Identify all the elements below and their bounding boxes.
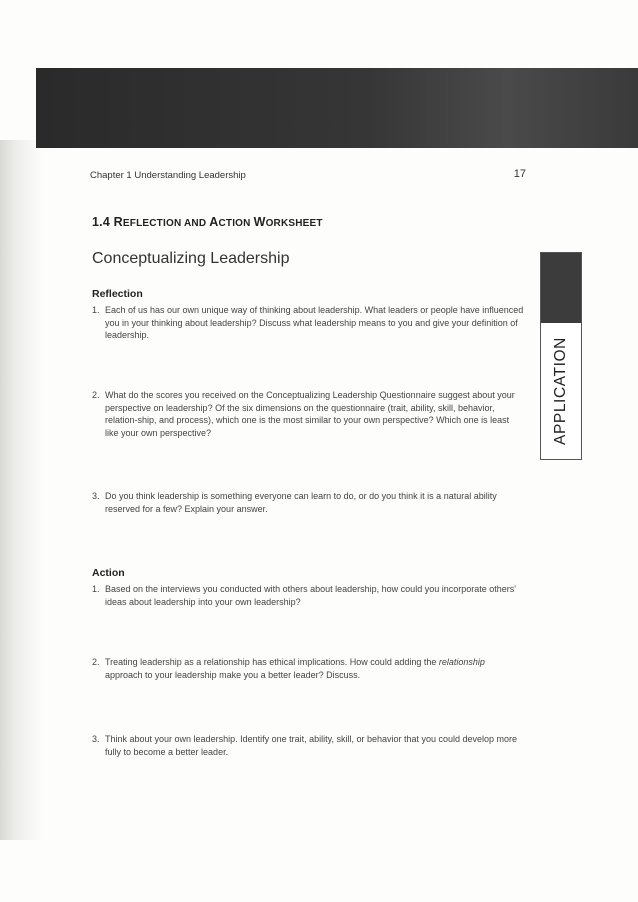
- question-number: 2.: [92, 657, 100, 667]
- question-text: What do the scores you received on the Conceptualizing Leadership Questionnaire suggest about your perspective on leadership? Of the six dimensions on the questionnaire (trait, ability, skill, behavior, relation-ship, and process), which one is the most similar to your own perspective? Which one is least like your own perspective?: [105, 390, 515, 438]
- worksheet-title: [92, 215, 323, 229]
- side-tab-dark-block: [541, 253, 581, 323]
- action-heading: Action: [92, 567, 125, 579]
- application-side-tab: [540, 252, 582, 460]
- side-tab-label: APPLICATION: [552, 337, 569, 445]
- question-text-after: approach to your leadership make you a better leader? Discuss.: [105, 669, 361, 680]
- question-text: Do you think leadership is something everyone can learn to do, or do you think it is a natural ability reserved for a few? Explain your answer.: [105, 491, 497, 514]
- worksheet-title-ction: CTION: [218, 218, 254, 229]
- question-text: Based on the interviews you conducted with others about leadership, how could you incorporate others' ideas about leadership into your own leadership?: [105, 584, 516, 607]
- worksheet-number: 1.4: [92, 215, 110, 229]
- scan-edge-shadow: [0, 140, 42, 840]
- worksheet-title-eflection: EFLECTION AND: [122, 218, 210, 229]
- question-text: [105, 656, 524, 681]
- question-number: 2.: [92, 390, 100, 400]
- section-title: Conceptualizing Leadership: [92, 250, 290, 267]
- reflection-question-1: [92, 304, 524, 342]
- question-text: Think about your own leadership. Identify one trait, ability, skill, or behavior that you could develop more fully to become a better leader.: [105, 734, 518, 757]
- action-question-1: [92, 583, 524, 608]
- question-text-emphasis: relationship: [438, 657, 485, 667]
- question-text-before: Treating leadership as a relationship has ethical implications. How could adding the: [105, 657, 439, 667]
- question-text: Each of us has our own unique way of thinking about leadership. What leaders or people have influenced you in your thinking about leadership? Discuss what leadership means to you and give your definition of leadership.: [105, 305, 524, 340]
- question-number: 3.: [92, 491, 100, 501]
- worksheet-title-w: W: [253, 215, 266, 229]
- question-number: 1.: [92, 584, 100, 594]
- page-number: 17: [513, 168, 526, 180]
- worksheet-title-a: A: [209, 215, 219, 229]
- top-decorative-band: [36, 68, 638, 148]
- worksheet-title-orksheet: ORKSHEET: [265, 218, 323, 229]
- action-question-2: [92, 656, 524, 681]
- action-question-3: [92, 733, 524, 758]
- reflection-question-2: [92, 389, 524, 439]
- question-number: 3.: [92, 734, 100, 744]
- worksheet-title-r: R: [113, 215, 123, 229]
- reflection-heading: Reflection: [92, 288, 143, 300]
- chapter-label: Chapter 1 Understanding Leadership: [90, 170, 246, 181]
- reflection-question-3: [92, 490, 524, 515]
- question-number: 1.: [92, 305, 100, 315]
